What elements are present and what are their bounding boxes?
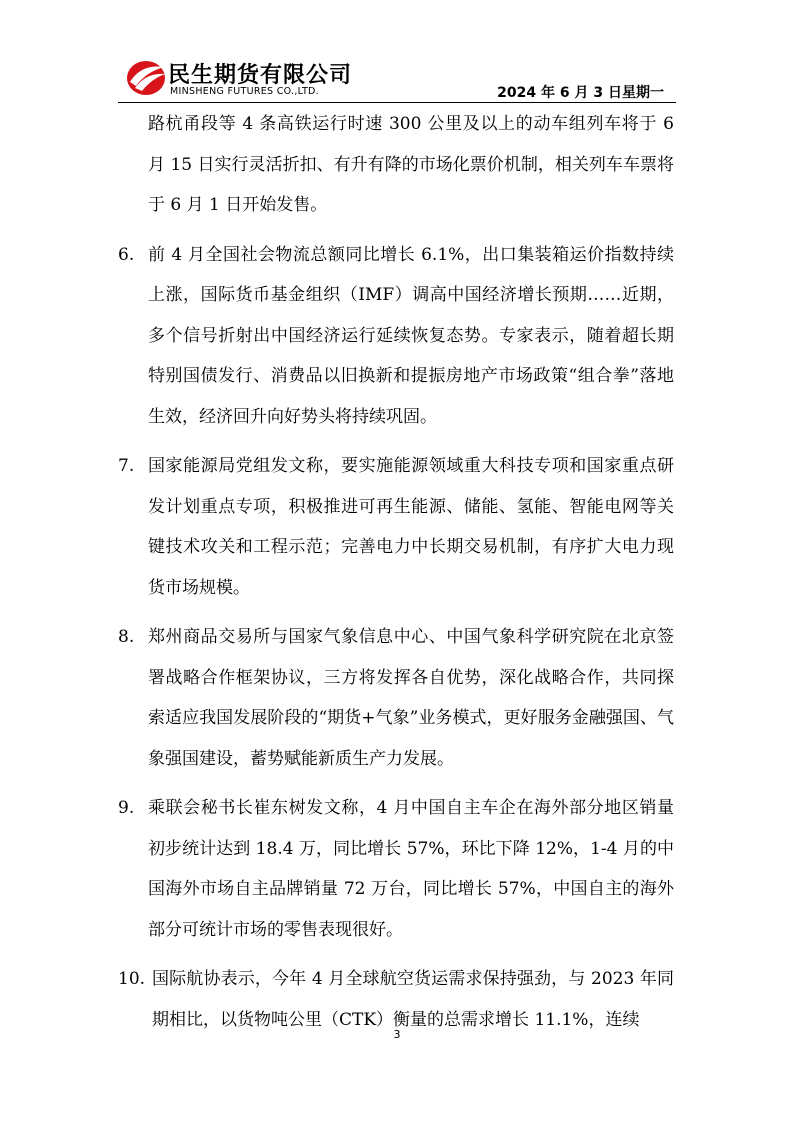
page-number: 3 [393,1028,401,1041]
item-text: 路杭甬段等 4 条高铁运行时速 300 公里及以上的动车组列车将于 6 月 15 日实行灵活折扣、有升有降的市场化票价机制，相关列车车票将于 6 月 1 日开始发售。 [148,114,674,215]
brand-name-cn: 民生期货有限公司 [168,63,353,88]
item-number: 8. [118,627,135,647]
item-text: 国际航协表示，今年 4 月全球航空货运需求保持强劲，与 2023 年同期相比，以货物吨公里（CTK）衡量的总需求增长 11.1%，连续 [152,969,674,1030]
list-item [118,617,674,779]
list-item [118,446,674,608]
item-number: 10. [118,969,146,989]
header-date: 2024 年 6 月 3 日星期一 [497,85,664,101]
list-item [118,104,674,226]
item-text: 国家能源局党组发文称，要实施能源领域重大科技专项和国家重点研发计划重点专项，积极推进可再生能源、储能、氢能、智能电网等关键技术攻关和工程示范；完善电力中长期交易机制，有序扩大电力现货市场规模。 [148,456,674,598]
item-number: 7. [118,456,135,476]
list-item [118,788,674,950]
minsheng-logo-icon [124,55,168,99]
header-rule [118,102,676,103]
page-header [118,50,676,104]
item-text: 前 4 月全国社会物流总额同比增长 6.1%，出口集装箱运价指数持续上涨，国际货币基金组织（IMF）调高中国经济增长预期……近期，多个信号折射出中国经济运行延续恢复态势。专家表示，随着超长期特别国债发行、消费品以旧换新和提振房地产市场政策“组合拳”落地生效，经济回升向好势头将持续巩固。 [148,244,674,427]
brand-name-en: MINSHENG FUTURES CO.,LTD. [170,86,319,97]
item-number: 6. [118,244,135,265]
item-number: 9. [118,798,135,818]
item-text: 乘联会秘书长崔东树发文称，4 月中国自主车企在海外部分地区销量初步统计达到 18.4 万，同比增长 57%，环比下降 12%，1-4 月的中国海外市场自主品牌销量 72 万台，同比增长 57%，中国自主的海外部分可统计市场的零售表现很好。 [148,798,674,940]
news-list [118,104,674,1049]
item-text: 郑州商品交易所与国家气象信息中心、中国气象科学研究院在北京签署战略合作框架协议，三方将发挥各自优势，深化战略合作，共同探索适应我国发展阶段的“期货+气象”业务模式，更好服务金融强国、气象强国建设，蓄势赋能新质生产力发展。 [148,627,674,769]
list-item [118,235,674,438]
